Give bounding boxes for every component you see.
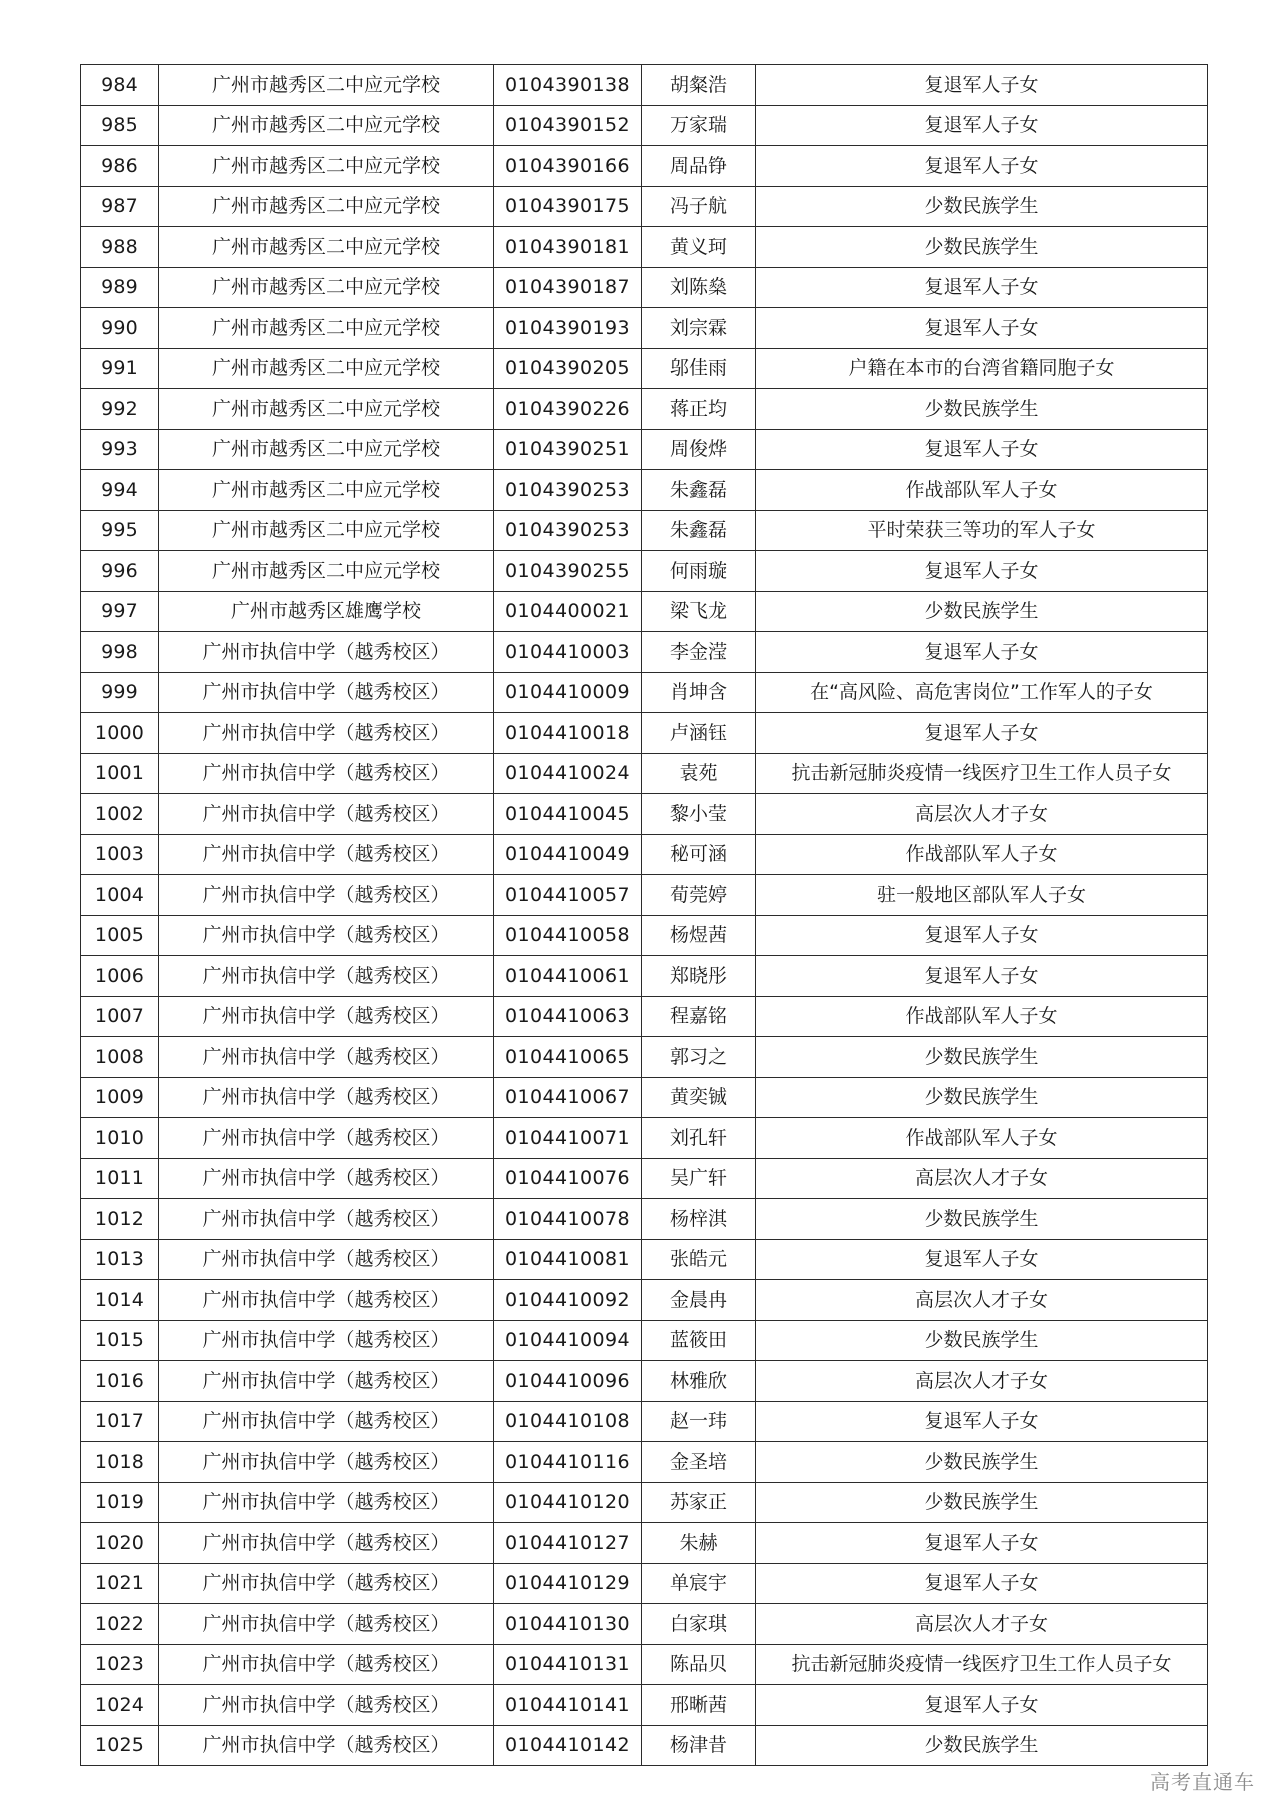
exam-id-cell: 0104410049 xyxy=(494,834,642,875)
row-number-cell: 1001 xyxy=(81,753,159,794)
row-number-cell: 1023 xyxy=(81,1644,159,1685)
school-cell: 广州市越秀区二中应元学校 xyxy=(159,105,494,146)
exam-id-cell: 0104410065 xyxy=(494,1037,642,1078)
school-cell: 广州市执信中学（越秀校区） xyxy=(159,1118,494,1159)
row-number-cell: 1002 xyxy=(81,794,159,835)
row-number-cell: 1004 xyxy=(81,875,159,916)
category-cell: 高层次人才子女 xyxy=(756,1280,1208,1321)
student-name-cell: 蒋正均 xyxy=(642,389,756,430)
student-name-cell: 朱鑫磊 xyxy=(642,470,756,511)
student-name-cell: 梁飞龙 xyxy=(642,591,756,632)
row-number-cell: 1008 xyxy=(81,1037,159,1078)
school-cell: 广州市执信中学（越秀校区） xyxy=(159,1320,494,1361)
category-cell: 少数民族学生 xyxy=(756,591,1208,632)
row-number-cell: 1009 xyxy=(81,1077,159,1118)
school-cell: 广州市越秀区二中应元学校 xyxy=(159,510,494,551)
exam-id-cell: 0104410067 xyxy=(494,1077,642,1118)
category-cell: 少数民族学生 xyxy=(756,227,1208,268)
student-name-cell: 林雅欣 xyxy=(642,1361,756,1402)
table-row xyxy=(81,956,1208,997)
row-number-cell: 1025 xyxy=(81,1725,159,1766)
exam-id-cell: 0104390193 xyxy=(494,308,642,349)
exam-id-cell: 0104390253 xyxy=(494,510,642,551)
table-row xyxy=(81,1685,1208,1726)
row-number-cell: 1010 xyxy=(81,1118,159,1159)
category-cell: 复退军人子女 xyxy=(756,65,1208,106)
table-row xyxy=(81,591,1208,632)
school-cell: 广州市执信中学（越秀校区） xyxy=(159,1158,494,1199)
row-number-cell: 990 xyxy=(81,308,159,349)
exam-id-cell: 0104390255 xyxy=(494,551,642,592)
category-cell: 复退军人子女 xyxy=(756,146,1208,187)
table-row xyxy=(81,1442,1208,1483)
school-cell: 广州市执信中学（越秀校区） xyxy=(159,875,494,916)
exam-id-cell: 0104390251 xyxy=(494,429,642,470)
exam-id-cell: 0104390166 xyxy=(494,146,642,187)
student-name-cell: 周俊烨 xyxy=(642,429,756,470)
table-row xyxy=(81,1280,1208,1321)
row-number-cell: 1000 xyxy=(81,713,159,754)
student-name-cell: 邢晰茜 xyxy=(642,1685,756,1726)
category-cell: 作战部队军人子女 xyxy=(756,834,1208,875)
student-name-cell: 吴广轩 xyxy=(642,1158,756,1199)
exam-id-cell: 0104410009 xyxy=(494,672,642,713)
student-name-cell: 张皓元 xyxy=(642,1239,756,1280)
school-cell: 广州市越秀区二中应元学校 xyxy=(159,146,494,187)
school-cell: 广州市执信中学（越秀校区） xyxy=(159,1361,494,1402)
exam-id-cell: 0104410061 xyxy=(494,956,642,997)
table-row xyxy=(81,1199,1208,1240)
table-row xyxy=(81,1563,1208,1604)
category-cell: 驻一般地区部队军人子女 xyxy=(756,875,1208,916)
exam-id-cell: 0104400021 xyxy=(494,591,642,632)
exam-id-cell: 0104410018 xyxy=(494,713,642,754)
table-row xyxy=(81,551,1208,592)
student-name-cell: 刘宗霖 xyxy=(642,308,756,349)
school-cell: 广州市执信中学（越秀校区） xyxy=(159,753,494,794)
table-row xyxy=(81,65,1208,106)
exam-id-cell: 0104410003 xyxy=(494,632,642,673)
category-cell: 少数民族学生 xyxy=(756,1442,1208,1483)
category-cell: 作战部队军人子女 xyxy=(756,1118,1208,1159)
table-row xyxy=(81,1361,1208,1402)
exam-id-cell: 0104390152 xyxy=(494,105,642,146)
exam-id-cell: 0104410094 xyxy=(494,1320,642,1361)
category-cell: 复退军人子女 xyxy=(756,429,1208,470)
table-row xyxy=(81,1158,1208,1199)
row-number-cell: 1022 xyxy=(81,1604,159,1645)
exam-id-cell: 0104390175 xyxy=(494,186,642,227)
student-name-cell: 周品铮 xyxy=(642,146,756,187)
category-cell: 少数民族学生 xyxy=(756,1320,1208,1361)
exam-id-cell: 0104410130 xyxy=(494,1604,642,1645)
exam-id-cell: 0104410092 xyxy=(494,1280,642,1321)
school-cell: 广州市执信中学（越秀校区） xyxy=(159,1604,494,1645)
roster-table-container xyxy=(80,64,1207,1766)
student-name-cell: 荀莞婷 xyxy=(642,875,756,916)
school-cell: 广州市执信中学（越秀校区） xyxy=(159,956,494,997)
category-cell: 高层次人才子女 xyxy=(756,1361,1208,1402)
student-name-cell: 苏家正 xyxy=(642,1482,756,1523)
row-number-cell: 988 xyxy=(81,227,159,268)
student-name-cell: 白家琪 xyxy=(642,1604,756,1645)
table-row xyxy=(81,1523,1208,1564)
category-cell: 复退军人子女 xyxy=(756,956,1208,997)
school-cell: 广州市执信中学（越秀校区） xyxy=(159,1482,494,1523)
table-row xyxy=(81,1401,1208,1442)
student-name-cell: 程嘉铭 xyxy=(642,996,756,1037)
school-cell: 广州市执信中学（越秀校区） xyxy=(159,1644,494,1685)
school-cell: 广州市执信中学（越秀校区） xyxy=(159,915,494,956)
table-row xyxy=(81,834,1208,875)
student-name-cell: 秘可涵 xyxy=(642,834,756,875)
school-cell: 广州市执信中学（越秀校区） xyxy=(159,834,494,875)
table-row xyxy=(81,348,1208,389)
category-cell: 抗击新冠肺炎疫情一线医疗卫生工作人员子女 xyxy=(756,1644,1208,1685)
student-name-cell: 杨梓淇 xyxy=(642,1199,756,1240)
exam-id-cell: 0104410078 xyxy=(494,1199,642,1240)
table-row xyxy=(81,713,1208,754)
exam-id-cell: 0104390138 xyxy=(494,65,642,106)
student-name-cell: 刘陈燊 xyxy=(642,267,756,308)
category-cell: 复退军人子女 xyxy=(756,551,1208,592)
category-cell: 在“高风险、高危害岗位”工作军人的子女 xyxy=(756,672,1208,713)
exam-id-cell: 0104390187 xyxy=(494,267,642,308)
school-cell: 广州市执信中学（越秀校区） xyxy=(159,672,494,713)
table-row xyxy=(81,1077,1208,1118)
school-cell: 广州市执信中学（越秀校区） xyxy=(159,1077,494,1118)
exam-id-cell: 0104410076 xyxy=(494,1158,642,1199)
school-cell: 广州市执信中学（越秀校区） xyxy=(159,1563,494,1604)
row-number-cell: 1012 xyxy=(81,1199,159,1240)
table-row xyxy=(81,794,1208,835)
table-row xyxy=(81,389,1208,430)
category-cell: 户籍在本市的台湾省籍同胞子女 xyxy=(756,348,1208,389)
student-name-cell: 郑晓彤 xyxy=(642,956,756,997)
table-row xyxy=(81,632,1208,673)
exam-id-cell: 0104410116 xyxy=(494,1442,642,1483)
exam-id-cell: 0104410131 xyxy=(494,1644,642,1685)
table-row xyxy=(81,429,1208,470)
exam-id-cell: 0104410071 xyxy=(494,1118,642,1159)
category-cell: 复退军人子女 xyxy=(756,1401,1208,1442)
student-name-cell: 赵一玮 xyxy=(642,1401,756,1442)
category-cell: 复退军人子女 xyxy=(756,267,1208,308)
student-name-cell: 万家瑞 xyxy=(642,105,756,146)
school-cell: 广州市越秀区二中应元学校 xyxy=(159,348,494,389)
category-cell: 复退军人子女 xyxy=(756,1685,1208,1726)
exam-id-cell: 0104410024 xyxy=(494,753,642,794)
category-cell: 复退军人子女 xyxy=(756,1563,1208,1604)
category-cell: 少数民族学生 xyxy=(756,1725,1208,1766)
row-number-cell: 995 xyxy=(81,510,159,551)
roster-table xyxy=(80,64,1208,1766)
category-cell: 复退军人子女 xyxy=(756,915,1208,956)
category-cell: 少数民族学生 xyxy=(756,186,1208,227)
table-row xyxy=(81,105,1208,146)
category-cell: 少数民族学生 xyxy=(756,1077,1208,1118)
row-number-cell: 991 xyxy=(81,348,159,389)
school-cell: 广州市越秀区二中应元学校 xyxy=(159,429,494,470)
table-row xyxy=(81,510,1208,551)
row-number-cell: 1021 xyxy=(81,1563,159,1604)
row-number-cell: 992 xyxy=(81,389,159,430)
exam-id-cell: 0104410120 xyxy=(494,1482,642,1523)
student-name-cell: 朱鑫磊 xyxy=(642,510,756,551)
category-cell: 少数民族学生 xyxy=(756,389,1208,430)
school-cell: 广州市执信中学（越秀校区） xyxy=(159,1725,494,1766)
exam-id-cell: 0104410127 xyxy=(494,1523,642,1564)
school-cell: 广州市越秀区二中应元学校 xyxy=(159,308,494,349)
row-number-cell: 1003 xyxy=(81,834,159,875)
table-row xyxy=(81,227,1208,268)
category-cell: 复退军人子女 xyxy=(756,1523,1208,1564)
school-cell: 广州市越秀区二中应元学校 xyxy=(159,551,494,592)
school-cell: 广州市执信中学（越秀校区） xyxy=(159,1280,494,1321)
row-number-cell: 994 xyxy=(81,470,159,511)
exam-id-cell: 0104390253 xyxy=(494,470,642,511)
student-name-cell: 陈品贝 xyxy=(642,1644,756,1685)
exam-id-cell: 0104410063 xyxy=(494,996,642,1037)
row-number-cell: 993 xyxy=(81,429,159,470)
row-number-cell: 1019 xyxy=(81,1482,159,1523)
student-name-cell: 邬佳雨 xyxy=(642,348,756,389)
school-cell: 广州市执信中学（越秀校区） xyxy=(159,1401,494,1442)
student-name-cell: 袁苑 xyxy=(642,753,756,794)
school-cell: 广州市越秀区二中应元学校 xyxy=(159,186,494,227)
student-name-cell: 杨煜茜 xyxy=(642,915,756,956)
category-cell: 少数民族学生 xyxy=(756,1199,1208,1240)
exam-id-cell: 0104410081 xyxy=(494,1239,642,1280)
school-cell: 广州市执信中学（越秀校区） xyxy=(159,1199,494,1240)
row-number-cell: 1018 xyxy=(81,1442,159,1483)
row-number-cell: 999 xyxy=(81,672,159,713)
student-name-cell: 黄义珂 xyxy=(642,227,756,268)
row-number-cell: 985 xyxy=(81,105,159,146)
school-cell: 广州市执信中学（越秀校区） xyxy=(159,1442,494,1483)
row-number-cell: 1017 xyxy=(81,1401,159,1442)
row-number-cell: 1011 xyxy=(81,1158,159,1199)
category-cell: 作战部队军人子女 xyxy=(756,470,1208,511)
row-number-cell: 996 xyxy=(81,551,159,592)
exam-id-cell: 0104410096 xyxy=(494,1361,642,1402)
school-cell: 广州市执信中学（越秀校区） xyxy=(159,1523,494,1564)
table-row xyxy=(81,470,1208,511)
row-number-cell: 1005 xyxy=(81,915,159,956)
row-number-cell: 1013 xyxy=(81,1239,159,1280)
exam-id-cell: 0104410142 xyxy=(494,1725,642,1766)
table-row xyxy=(81,1725,1208,1766)
category-cell: 复退军人子女 xyxy=(756,632,1208,673)
student-name-cell: 金晨冉 xyxy=(642,1280,756,1321)
student-name-cell: 李金滢 xyxy=(642,632,756,673)
row-number-cell: 1007 xyxy=(81,996,159,1037)
table-row xyxy=(81,1482,1208,1523)
row-number-cell: 987 xyxy=(81,186,159,227)
school-cell: 广州市执信中学（越秀校区） xyxy=(159,996,494,1037)
student-name-cell: 刘孔轩 xyxy=(642,1118,756,1159)
row-number-cell: 1016 xyxy=(81,1361,159,1402)
table-row xyxy=(81,146,1208,187)
student-name-cell: 卢涵钰 xyxy=(642,713,756,754)
exam-id-cell: 0104410045 xyxy=(494,794,642,835)
category-cell: 高层次人才子女 xyxy=(756,794,1208,835)
row-number-cell: 998 xyxy=(81,632,159,673)
row-number-cell: 1006 xyxy=(81,956,159,997)
category-cell: 作战部队军人子女 xyxy=(756,996,1208,1037)
school-cell: 广州市执信中学（越秀校区） xyxy=(159,1685,494,1726)
category-cell: 复退军人子女 xyxy=(756,713,1208,754)
category-cell: 少数民族学生 xyxy=(756,1037,1208,1078)
student-name-cell: 朱赫 xyxy=(642,1523,756,1564)
row-number-cell: 1020 xyxy=(81,1523,159,1564)
category-cell: 抗击新冠肺炎疫情一线医疗卫生工作人员子女 xyxy=(756,753,1208,794)
table-row xyxy=(81,1239,1208,1280)
table-row xyxy=(81,672,1208,713)
table-row xyxy=(81,1604,1208,1645)
student-name-cell: 冯子航 xyxy=(642,186,756,227)
exam-id-cell: 0104410057 xyxy=(494,875,642,916)
school-cell: 广州市执信中学（越秀校区） xyxy=(159,1239,494,1280)
school-cell: 广州市越秀区二中应元学校 xyxy=(159,267,494,308)
category-cell: 高层次人才子女 xyxy=(756,1604,1208,1645)
table-row xyxy=(81,875,1208,916)
table-row xyxy=(81,308,1208,349)
school-cell: 广州市执信中学（越秀校区） xyxy=(159,794,494,835)
row-number-cell: 1015 xyxy=(81,1320,159,1361)
row-number-cell: 984 xyxy=(81,65,159,106)
row-number-cell: 1014 xyxy=(81,1280,159,1321)
exam-id-cell: 0104390205 xyxy=(494,348,642,389)
table-row xyxy=(81,267,1208,308)
student-name-cell: 何雨璇 xyxy=(642,551,756,592)
category-cell: 复退军人子女 xyxy=(756,105,1208,146)
school-cell: 广州市越秀区二中应元学校 xyxy=(159,389,494,430)
roster-table-body xyxy=(81,65,1208,1766)
exam-id-cell: 0104390226 xyxy=(494,389,642,430)
category-cell: 平时荣获三等功的军人子女 xyxy=(756,510,1208,551)
school-cell: 广州市越秀区二中应元学校 xyxy=(159,470,494,511)
exam-id-cell: 0104410129 xyxy=(494,1563,642,1604)
table-row xyxy=(81,1320,1208,1361)
row-number-cell: 1024 xyxy=(81,1685,159,1726)
table-row xyxy=(81,1118,1208,1159)
student-name-cell: 杨津昔 xyxy=(642,1725,756,1766)
student-name-cell: 蓝筱田 xyxy=(642,1320,756,1361)
school-cell: 广州市执信中学（越秀校区） xyxy=(159,1037,494,1078)
table-row xyxy=(81,753,1208,794)
exam-id-cell: 0104410141 xyxy=(494,1685,642,1726)
school-cell: 广州市执信中学（越秀校区） xyxy=(159,632,494,673)
student-name-cell: 黎小莹 xyxy=(642,794,756,835)
table-row xyxy=(81,1644,1208,1685)
student-name-cell: 单宸宇 xyxy=(642,1563,756,1604)
school-cell: 广州市越秀区二中应元学校 xyxy=(159,227,494,268)
row-number-cell: 989 xyxy=(81,267,159,308)
category-cell: 复退军人子女 xyxy=(756,1239,1208,1280)
category-cell: 复退军人子女 xyxy=(756,308,1208,349)
table-row xyxy=(81,1037,1208,1078)
school-cell: 广州市越秀区二中应元学校 xyxy=(159,65,494,106)
student-name-cell: 金圣培 xyxy=(642,1442,756,1483)
table-row xyxy=(81,186,1208,227)
school-cell: 广州市执信中学（越秀校区） xyxy=(159,713,494,754)
exam-id-cell: 0104410108 xyxy=(494,1401,642,1442)
exam-id-cell: 0104410058 xyxy=(494,915,642,956)
student-name-cell: 郭习之 xyxy=(642,1037,756,1078)
category-cell: 高层次人才子女 xyxy=(756,1158,1208,1199)
row-number-cell: 997 xyxy=(81,591,159,632)
exam-id-cell: 0104390181 xyxy=(494,227,642,268)
school-cell: 广州市越秀区雄鹰学校 xyxy=(159,591,494,632)
table-row xyxy=(81,996,1208,1037)
student-name-cell: 胡粲浩 xyxy=(642,65,756,106)
watermark-text: 高考直通车 xyxy=(1150,1770,1255,1794)
student-name-cell: 黄奕铖 xyxy=(642,1077,756,1118)
category-cell: 少数民族学生 xyxy=(756,1482,1208,1523)
row-number-cell: 986 xyxy=(81,146,159,187)
table-row xyxy=(81,915,1208,956)
student-name-cell: 肖坤含 xyxy=(642,672,756,713)
